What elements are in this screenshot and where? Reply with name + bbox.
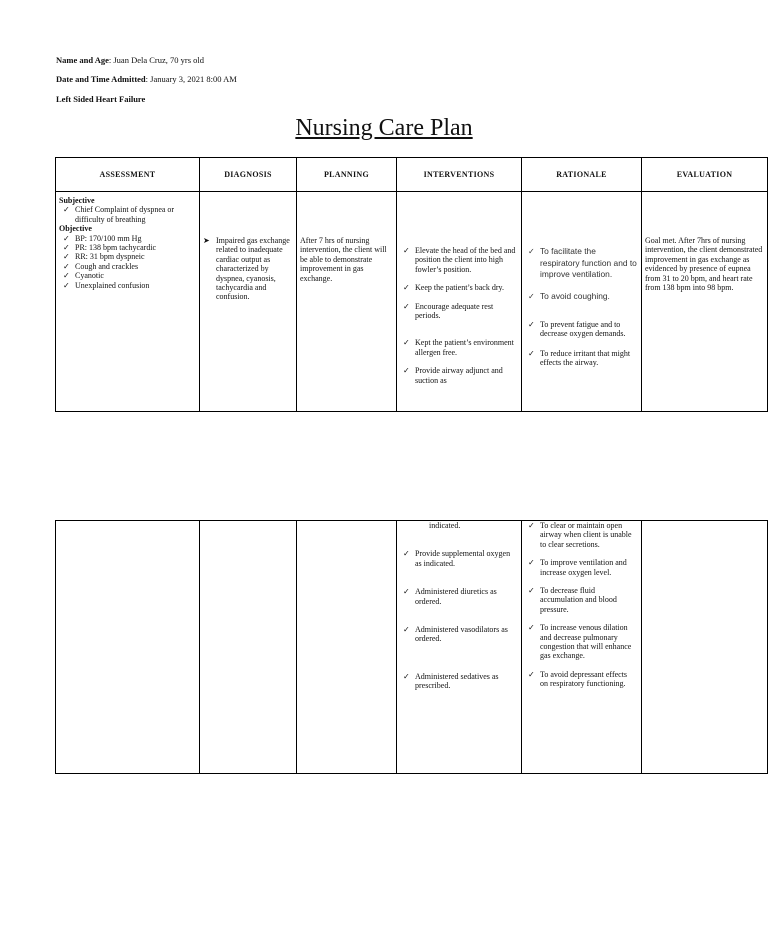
list-item: ✓ Unexplained confusion [63,280,150,290]
list-item: ✓ Kept the patient’s environment allergen free. [403,338,514,357]
interventions-cell [397,192,522,412]
interventions-cell-continued [397,521,522,774]
assessment-cell [56,192,200,412]
list-item: ✓ Cough and crackles [63,261,139,271]
col-header-assessment: ASSESSMENT [56,158,200,192]
care-plan-table-page-1 [55,157,768,412]
evaluation-cell-continued [642,521,768,774]
planning-text: After 7 hrs of nursing intervention, the client will be able to demonstrate improvement in gas exchange. [300,236,387,283]
intervention-continued-text: indicated. [429,521,461,530]
list-item: ✓ To clear or maintain open airway when client is unable to clear secretions. [528,521,632,549]
list-item [202,236,292,302]
check-icon: ✓ [528,348,535,358]
check-icon: ✓ [528,521,535,530]
list-item: ✓ Elevate the head of the bed and position the client into high fowler’s position. [403,246,516,274]
list-item: ✓ Administered diuretics as ordered. [403,587,497,606]
list-item: ✓ RR: 31 bpm dyspneic [63,252,145,262]
diagnosis-cell-continued [200,521,297,774]
list-item: ✓ BP: 170/100 mm Hg [63,233,142,243]
check-icon: ✓ [63,280,70,290]
diagnosis-text: Impaired gas exchange related to inadequate cardiac output as characterized by dyspnea, cyanosis, tachycardia and confusion. [216,236,290,302]
check-icon: ✓ [528,669,535,679]
list-item: ✓ Chief Complaint of dyspnea or difficulty of breathing [63,205,175,224]
check-icon: ✓ [528,586,535,596]
check-icon: ✓ [403,625,410,635]
diagnosis-heading-text: Left Sided Heart Failure [56,94,146,104]
check-icon: ✓ [403,301,410,311]
list-item: ✓ Keep the patient’s back dry. [403,283,505,293]
evaluation-text: Goal met. After 7hrs of nursing intervention, the client demonstrated improvement in gas exchange as evidenced by presence of eupnea from 31 to 20 bpm, and heart rate from 138 bpm into 98 bpm. [645,236,763,293]
rationale-cell-continued [522,521,642,774]
subjective-label: Subjective [59,196,95,205]
check-icon: ✓ [63,205,70,215]
check-icon: ✓ [528,247,535,256]
check-icon: ✓ [528,291,535,301]
list-item: ✓ Cyanotic [63,271,104,281]
page-title: Nursing Care Plan [295,115,473,141]
col-header-evaluation: EVALUATION [642,158,768,192]
planning-cell-continued [297,521,397,774]
check-icon: ✓ [63,271,70,281]
admission-date-line [56,74,237,84]
check-icon: ✓ [403,338,410,348]
list-item: ✓ Encourage adequate rest periods. [403,301,494,321]
check-icon: ✓ [528,623,535,633]
list-item: ✓ To avoid depressant effects on respiratory functioning. [528,669,628,689]
list-item: ✓ Administered vasodilators as ordered. [403,625,508,644]
list-item: ✓ To increase venous dilation and decrease pulmonary congestion that will enhance gas exchange. [528,623,632,661]
table-row [56,192,768,412]
evaluation-cell [642,192,768,412]
name-label: Name and Age [56,55,109,65]
check-icon: ✓ [63,252,70,262]
check-icon: ✓ [528,320,535,329]
date-value: : January 3, 2021 8:00 AM [145,74,237,84]
check-icon: ✓ [528,558,535,568]
planning-cell [297,192,397,412]
list-item: ✓ Administered sedatives as prescribed. [403,671,499,691]
patient-name-line [56,55,204,65]
assessment-cell-continued [56,521,200,774]
arrow-bullet-icon: ➤ [203,236,210,245]
date-label: Date and Time Admitted [56,74,146,84]
check-icon: ✓ [63,261,70,271]
list-item: ✓ To avoid coughing. [528,290,610,301]
check-icon: ✓ [403,549,410,559]
table-row [56,521,768,774]
check-icon: ✓ [403,671,410,681]
col-header-interventions: INTERVENTIONS [397,158,522,192]
care-plan-table-page-2 [55,520,768,774]
name-value: : Juan Dela Cruz, 70 yrs old [108,55,205,65]
check-icon: ✓ [403,283,410,293]
check-icon: ✓ [403,366,410,376]
list-item: ✓ Provide airway adjunct and suction as [403,366,503,385]
check-icon: ✓ [63,243,70,253]
col-header-diagnosis: DIAGNOSIS [200,158,297,192]
diagnosis-cell [200,192,297,412]
rationale-cell [522,192,642,412]
col-header-rationale: RATIONALE [522,158,642,192]
list-item: ✓ To improve ventilation and increase oxygen level. [528,558,627,577]
diagnosis-heading [56,94,145,104]
list-item: ✓ To prevent fatigue and to decrease oxygen demands. [528,320,626,339]
check-icon: ✓ [403,587,410,597]
check-icon: ✓ [63,233,70,243]
list-item: ✓ To reduce irritant that might effects the airway. [528,348,631,368]
list-item: ✓ PR: 138 bpm tachycardic [63,243,157,253]
col-header-planning: PLANNING [297,158,397,192]
list-item: ✓ To facilitate the respiratory function and to improve ventilation. [528,246,637,279]
check-icon: ✓ [403,246,410,255]
objective-label: Objective [59,224,92,234]
list-item: ✓ Provide supplemental oxygen as indicated. [403,549,511,568]
table-header-row [56,158,768,192]
list-item: ✓ To decrease fluid accumulation and blood pressure. [528,586,617,614]
